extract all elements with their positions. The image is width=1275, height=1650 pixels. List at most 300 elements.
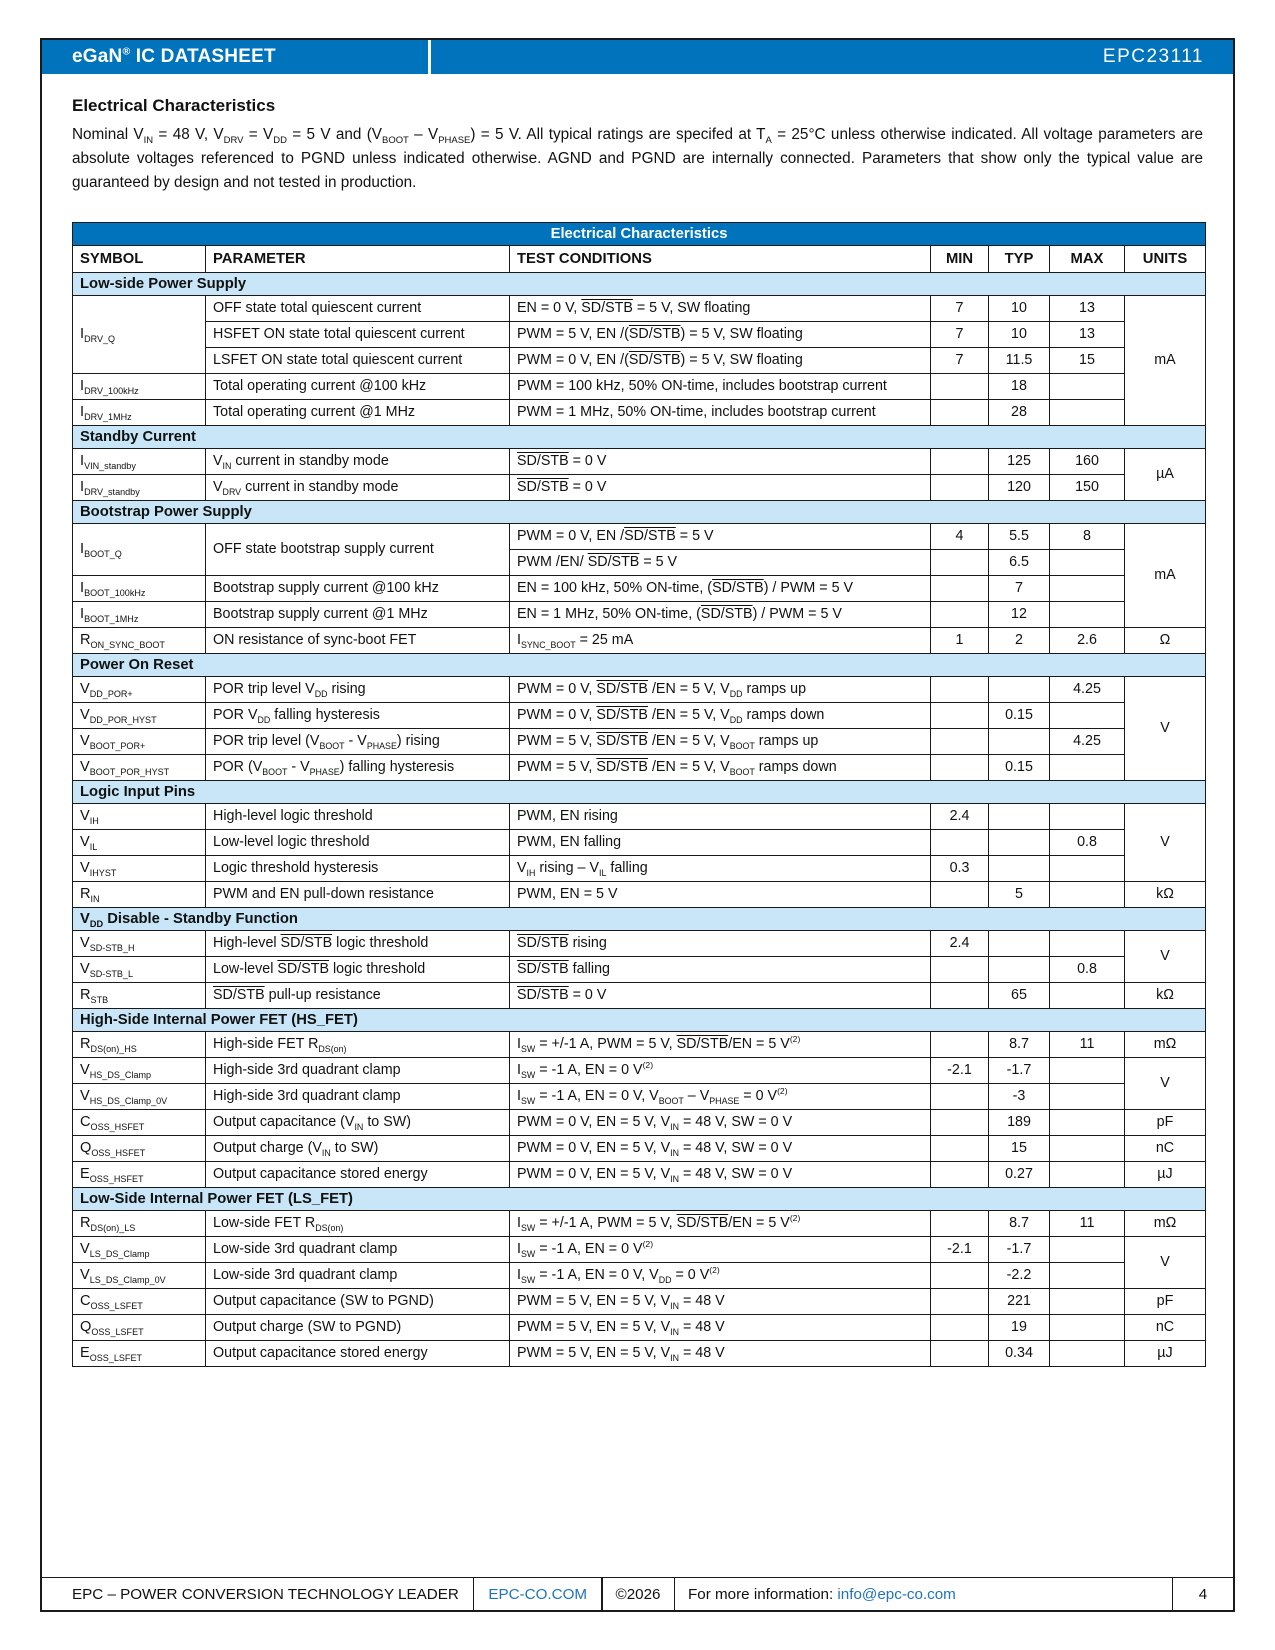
typ-cell: 5.5 [989, 523, 1050, 549]
column-header: MIN [931, 245, 989, 272]
symbol-cell: $Q_{OSS\_HSFET}$ [73, 1135, 206, 1161]
table-row [73, 881, 1206, 907]
symbol-cell: $I_{BOOT\_Q}$ [73, 523, 206, 575]
symbol-cell: $I_{DRV\_standby}$ [73, 474, 206, 500]
parameter-cell: ON resistance of sync-boot FET [206, 627, 510, 653]
min-cell: 4 [931, 523, 989, 549]
conditions-cell: PWM, EN rising [510, 803, 931, 829]
max-cell [1050, 373, 1125, 399]
units-cell: µJ [1125, 1340, 1206, 1366]
table-row [73, 295, 1206, 321]
units-cell: mA [1125, 295, 1206, 425]
units-cell: µJ [1125, 1161, 1206, 1187]
section-label: Logic Input Pins [73, 780, 1206, 803]
min-cell [931, 373, 989, 399]
conditions-cell: $I_{SW} = -1$ A, EN = 0 V, $V_{BOOT} - V_{PHASE} = 0$ $V^{(2)}$ [510, 1083, 931, 1109]
parameter-cell: Output capacitance stored energy [206, 1340, 510, 1366]
symbol-cell: $V_{IH}$ [73, 803, 206, 829]
symbol-cell: $C_{OSS\_LSFET}$ [73, 1288, 206, 1314]
symbol-cell: $R_{IN}$ [73, 881, 206, 907]
typ-cell: 189 [989, 1109, 1050, 1135]
conditions-cell: $I_{SW} = -1$ A, EN = 0 V, $V_{DD} = 0$ $V^{(2)}$ [510, 1262, 931, 1288]
parameter-cell: Low-side 3rd quadrant clamp [206, 1262, 510, 1288]
column-header: TEST CONDITIONS [510, 245, 931, 272]
max-cell [1050, 855, 1125, 881]
min-cell: 7 [931, 321, 989, 347]
column-header: MAX [1050, 245, 1125, 272]
min-cell [931, 728, 989, 754]
parameter-cell: Logic threshold hysteresis [206, 855, 510, 881]
max-cell [1050, 1262, 1125, 1288]
section-header-row [73, 780, 1206, 803]
conditions-cell: PWM, EN = 5 V [510, 881, 931, 907]
conditions-cell: SD/STB falling [510, 956, 931, 982]
typ-cell [989, 930, 1050, 956]
typ-cell: 0.15 [989, 702, 1050, 728]
conditions-cell: SD/STB = 0 V [510, 474, 931, 500]
section-label: Low-Side Internal Power FET (LS_FET) [73, 1187, 1206, 1210]
table-row [73, 399, 1206, 425]
typ-cell: -3 [989, 1083, 1050, 1109]
typ-cell [989, 855, 1050, 881]
section-label: High-Side Internal Power FET (HS_FET) [73, 1008, 1206, 1031]
page-frame [40, 38, 1235, 1612]
conditions-cell: EN = 1 MHz, 50% ON-time, (SD/STB) / PWM = 5 V [510, 601, 931, 627]
max-cell [1050, 754, 1125, 780]
min-cell [931, 575, 989, 601]
table-row [73, 347, 1206, 373]
conditions-cell: PWM = 0 V, EN = 5 V, $V_{IN} = 48$ V, SW = 0 V [510, 1109, 931, 1135]
units-cell: kΩ [1125, 982, 1206, 1008]
units-cell: pF [1125, 1109, 1206, 1135]
section-label: Low-side Power Supply [73, 272, 1206, 295]
section-label: Power On Reset [73, 653, 1206, 676]
typ-cell [989, 829, 1050, 855]
conditions-cell: $I_{SW} = +/-1$ A, PWM = 5 V, SD/STB/EN = 5 $V^{(2)}$ [510, 1031, 931, 1057]
typ-cell: -1.7 [989, 1057, 1050, 1083]
column-header: TYP [989, 245, 1050, 272]
parameter-cell: OFF state total quiescent current [206, 295, 510, 321]
typ-cell: 0.15 [989, 754, 1050, 780]
typ-cell: 8.7 [989, 1210, 1050, 1236]
table-row [73, 702, 1206, 728]
table-row [73, 803, 1206, 829]
max-cell: 160 [1050, 448, 1125, 474]
parameter-cell: Low-level SD/STB logic threshold [206, 956, 510, 982]
units-cell: pF [1125, 1288, 1206, 1314]
units-cell: V [1125, 1057, 1206, 1109]
table-title: Electrical Characteristics [73, 222, 1206, 245]
section-header-row [73, 907, 1206, 930]
min-cell: -2.1 [931, 1057, 989, 1083]
symbol-cell: $V_{BOOT\_POR+}$ [73, 728, 206, 754]
parameter-cell: $V_{IN}$ current in standby mode [206, 448, 510, 474]
table-row [73, 1210, 1206, 1236]
conditions-cell: PWM = 0 V, EN = 5 V, $V_{IN} = 48$ V, SW = 0 V [510, 1135, 931, 1161]
section-label: Bootstrap Power Supply [73, 500, 1206, 523]
table-row [73, 829, 1206, 855]
max-cell [1050, 930, 1125, 956]
typ-cell: 15 [989, 1135, 1050, 1161]
footer-info-label: For more information: [688, 1585, 838, 1603]
max-cell: 4.25 [1050, 728, 1125, 754]
conditions-cell: $I_{SW} = +/-1$ A, PWM = 5 V, SD/STB/EN = 5 $V^{(2)}$ [510, 1210, 931, 1236]
parameter-cell: High-level SD/STB logic threshold [206, 930, 510, 956]
column-header-row [73, 245, 1206, 272]
min-cell [931, 754, 989, 780]
min-cell [931, 982, 989, 1008]
typ-cell: 125 [989, 448, 1050, 474]
footer-company: EPC – POWER CONVERSION TECHNOLOGY LEADER [72, 1585, 459, 1603]
parameter-cell: Low-side 3rd quadrant clamp [206, 1236, 510, 1262]
units-cell: Ω [1125, 627, 1206, 653]
max-cell: 15 [1050, 347, 1125, 373]
max-cell [1050, 1236, 1125, 1262]
min-cell [931, 881, 989, 907]
section-label: $V_{DD}$ Disable - Standby Function [73, 907, 1206, 930]
typ-cell: 18 [989, 373, 1050, 399]
section-header-row [73, 1187, 1206, 1210]
min-cell [931, 1340, 989, 1366]
parameter-cell: SD/STB pull-up resistance [206, 982, 510, 1008]
typ-cell: 8.7 [989, 1031, 1050, 1057]
column-header: SYMBOL [73, 245, 206, 272]
table-row [73, 523, 1206, 549]
symbol-cell: $V_{HS\_DS\_Clamp\_0V}$ [73, 1083, 206, 1109]
conditions-cell: PWM = 5 V, EN = 5 V, $V_{IN} = 48$ V [510, 1314, 931, 1340]
max-cell: 4.25 [1050, 676, 1125, 702]
section-header-row [73, 1008, 1206, 1031]
symbol-cell: $E_{OSS\_HSFET}$ [73, 1161, 206, 1187]
max-cell [1050, 549, 1125, 575]
units-cell: mΩ [1125, 1031, 1206, 1057]
parameter-cell: Output capacitance stored energy [206, 1161, 510, 1187]
max-cell [1050, 1314, 1125, 1340]
max-cell [1050, 601, 1125, 627]
symbol-cell: $R_{DS(on)\_LS}$ [73, 1210, 206, 1236]
min-cell [931, 1161, 989, 1187]
conditions-cell: PWM = 5 V, EN = 5 V, $V_{IN} = 48$ V [510, 1340, 931, 1366]
header-divider [428, 40, 431, 74]
symbol-cell: $I_{BOOT\_100kHz}$ [73, 575, 206, 601]
conditions-cell: PWM = 5 V, EN = 5 V, $V_{IN} = 48$ V [510, 1288, 931, 1314]
symbol-cell: $C_{OSS\_HSFET}$ [73, 1109, 206, 1135]
page-content [42, 96, 1233, 1367]
min-cell: 2.4 [931, 930, 989, 956]
table-row [73, 448, 1206, 474]
parameter-cell: Output charge (SW to PGND) [206, 1314, 510, 1340]
min-cell: -2.1 [931, 1236, 989, 1262]
typ-cell [989, 803, 1050, 829]
table-row [73, 728, 1206, 754]
units-cell: V [1125, 930, 1206, 982]
max-cell: 0.8 [1050, 829, 1125, 855]
max-cell [1050, 1057, 1125, 1083]
section-label: Standby Current [73, 425, 1206, 448]
symbol-cell: $I_{DRV\_1MHz}$ [73, 399, 206, 425]
column-header: UNITS [1125, 245, 1206, 272]
parameter-cell: Low-side FET $R_{DS(on)}$ [206, 1210, 510, 1236]
units-cell: kΩ [1125, 881, 1206, 907]
conditions-cell: PWM = 5 V, EN /(SD/STB) = 5 V, SW floating [510, 321, 931, 347]
symbol-cell: $R_{STB}$ [73, 982, 206, 1008]
parameter-cell: OFF state bootstrap supply current [206, 523, 510, 575]
conditions-cell: PWM = 100 kHz, 50% ON-time, includes bootstrap current [510, 373, 931, 399]
typ-cell [989, 676, 1050, 702]
typ-cell [989, 728, 1050, 754]
symbol-cell: $I_{DRV\_100kHz}$ [73, 373, 206, 399]
typ-cell: 10 [989, 321, 1050, 347]
table-row [73, 1083, 1206, 1109]
typ-cell: 65 [989, 982, 1050, 1008]
typ-cell: 28 [989, 399, 1050, 425]
conditions-cell: PWM = 0 V, SD/STB /EN = 5 V, $V_{DD}$ ramps up [510, 676, 931, 702]
min-cell [931, 1109, 989, 1135]
min-cell: 7 [931, 295, 989, 321]
table-row [73, 373, 1206, 399]
typ-cell: 0.27 [989, 1161, 1050, 1187]
symbol-cell: $V_{IHYST}$ [73, 855, 206, 881]
conditions-cell: $I_{SW} = -1$ A, EN = 0 $V^{(2)}$ [510, 1057, 931, 1083]
table-row [73, 601, 1206, 627]
parameter-cell: Total operating current @1 MHz [206, 399, 510, 425]
table-row [73, 1109, 1206, 1135]
min-cell [931, 1083, 989, 1109]
page-title: Electrical Characteristics [72, 96, 276, 115]
parameter-cell: POR trip level $V_{DD}$ rising [206, 676, 510, 702]
parameter-cell: Output charge ($V_{IN}$ to SW) [206, 1135, 510, 1161]
min-cell [931, 1314, 989, 1340]
symbol-cell: $V_{IL}$ [73, 829, 206, 855]
parameter-cell: Bootstrap supply current @100 kHz [206, 575, 510, 601]
min-cell [931, 1031, 989, 1057]
typ-cell: 2 [989, 627, 1050, 653]
conditions-cell: PWM = 1 MHz, 50% ON-time, includes bootstrap current [510, 399, 931, 425]
electrical-characteristics-table [72, 222, 1206, 1367]
table-row [73, 930, 1206, 956]
min-cell [931, 676, 989, 702]
parameter-cell: PWM and EN pull-down resistance [206, 881, 510, 907]
symbol-cell: $I_{DRV\_Q}$ [73, 295, 206, 373]
conditions-cell: PWM = 5 V, SD/STB /EN = 5 V, $V_{BOOT}$ ramps up [510, 728, 931, 754]
min-cell: 2.4 [931, 803, 989, 829]
conditions-cell: $I_{SW} = -1$ A, EN = 0 $V^{(2)}$ [510, 1236, 931, 1262]
units-cell: V [1125, 803, 1206, 881]
symbol-cell: $Q_{OSS\_LSFET}$ [73, 1314, 206, 1340]
symbol-cell: $V_{HS\_DS\_Clamp}$ [73, 1057, 206, 1083]
max-cell: 11 [1050, 1031, 1125, 1057]
max-cell: 11 [1050, 1210, 1125, 1236]
parameter-cell: Output capacitance (SW to PGND) [206, 1288, 510, 1314]
footer-info [675, 1586, 956, 1603]
section-header-row [73, 500, 1206, 523]
symbol-cell: $I_{VIN\_standby}$ [73, 448, 206, 474]
table-row [73, 1031, 1206, 1057]
max-cell [1050, 1135, 1125, 1161]
parameter-cell: High-side 3rd quadrant clamp [206, 1083, 510, 1109]
min-cell: 0.3 [931, 855, 989, 881]
symbol-cell: $V_{LS\_DS\_Clamp}$ [73, 1236, 206, 1262]
parameter-cell: Bootstrap supply current @1 MHz [206, 601, 510, 627]
min-cell [931, 448, 989, 474]
min-cell [931, 474, 989, 500]
max-cell [1050, 1109, 1125, 1135]
symbol-cell: $R_{DS(on)\_HS}$ [73, 1031, 206, 1057]
symbol-cell: $I_{BOOT\_1MHz}$ [73, 601, 206, 627]
typ-cell: 120 [989, 474, 1050, 500]
page-number: 4 [1198, 1585, 1208, 1603]
parameter-cell: POR trip level $(V_{BOOT} - V_{PHASE})$ rising [206, 728, 510, 754]
typ-cell: 0.34 [989, 1340, 1050, 1366]
table-row [73, 956, 1206, 982]
min-cell [931, 399, 989, 425]
units-cell: V [1125, 1236, 1206, 1288]
max-cell [1050, 702, 1125, 728]
max-cell [1050, 982, 1125, 1008]
table-row [73, 575, 1206, 601]
part-number: EPC23111 [1102, 46, 1204, 67]
units-cell: mA [1125, 523, 1206, 627]
conditions-cell: SD/STB rising [510, 930, 931, 956]
max-cell: 150 [1050, 474, 1125, 500]
min-cell [931, 549, 989, 575]
typ-cell: 7 [989, 575, 1050, 601]
footer-copyright: ©2026 [615, 1585, 661, 1603]
conditions-cell: PWM = 5 V, SD/STB /EN = 5 V, $V_{BOOT}$ ramps down [510, 754, 931, 780]
typ-cell: 11.5 [989, 347, 1050, 373]
min-cell [931, 829, 989, 855]
max-cell [1050, 575, 1125, 601]
section-header-row [73, 425, 1206, 448]
header-bar [42, 40, 1233, 74]
footer-email-link[interactable]: info@epc-co.com [837, 1585, 956, 1603]
parameter-cell: Low-level logic threshold [206, 829, 510, 855]
typ-cell: 19 [989, 1314, 1050, 1340]
conditions-cell: EN = 0 V, SD/STB = 5 V, SW floating [510, 295, 931, 321]
max-cell [1050, 1083, 1125, 1109]
intro-paragraph: Nominal $V_{IN} = 48$ V, $V_{DRV} = V_{DD} = 5$ V and $(V_{BOOT} - V_{PHASE}) = 5$ V. All typical ratings are specifed at $T_A = 25^\circ C$ unless otherwise indicated. All voltage parameters are absolute voltages referenced to PGND unless indicated otherwise. AGND and PGND are internally connected. Parameters that show only the typical value are guaranteed by design and not tested in production. [72, 126, 1204, 191]
conditions-cell: PWM = 0 V, EN /SD/STB = 5 V [510, 523, 931, 549]
table-row [73, 1262, 1206, 1288]
conditions-cell: EN = 100 kHz, 50% ON-time, (SD/STB) / PWM = 5 V [510, 575, 931, 601]
conditions-cell: $I_{SYNC\_BOOT} = 25$ mA [510, 627, 931, 653]
min-cell [931, 1288, 989, 1314]
min-cell [931, 1262, 989, 1288]
units-cell: µA [1125, 448, 1206, 500]
conditions-cell: SD/STB = 0 V [510, 448, 931, 474]
min-cell: 1 [931, 627, 989, 653]
typ-cell: 221 [989, 1288, 1050, 1314]
parameter-cell: POR $(V_{BOOT} - V_{PHASE})$ falling hysteresis [206, 754, 510, 780]
max-cell: 0.8 [1050, 956, 1125, 982]
parameter-cell: $V_{DRV}$ current in standby mode [206, 474, 510, 500]
table-row [73, 1288, 1206, 1314]
section-header-row [73, 272, 1206, 295]
typ-cell: 10 [989, 295, 1050, 321]
table-row [73, 1161, 1206, 1187]
max-cell: 13 [1050, 295, 1125, 321]
table-row [73, 474, 1206, 500]
brand-title: eGaN® IC DATASHEET [72, 46, 276, 67]
max-cell [1050, 399, 1125, 425]
min-cell [931, 702, 989, 728]
parameter-cell: High-side FET $R_{DS(on)}$ [206, 1031, 510, 1057]
symbol-cell: $V_{DD\_POR+}$ [73, 676, 206, 702]
parameter-cell: HSFET ON state total quiescent current [206, 321, 510, 347]
min-cell [931, 956, 989, 982]
conditions-cell: PWM /EN/ SD/STB = 5 V [510, 549, 931, 575]
footer-bar [42, 1577, 1233, 1610]
column-header: PARAMETER [206, 245, 510, 272]
typ-cell [989, 956, 1050, 982]
table-row [73, 1135, 1206, 1161]
parameter-cell: High-side 3rd quadrant clamp [206, 1057, 510, 1083]
table-row [73, 1057, 1206, 1083]
table-row [73, 627, 1206, 653]
typ-cell: 5 [989, 881, 1050, 907]
max-cell: 13 [1050, 321, 1125, 347]
conditions-cell: PWM, EN falling [510, 829, 931, 855]
min-cell [931, 1135, 989, 1161]
table-row [73, 1236, 1206, 1262]
max-cell [1050, 1161, 1125, 1187]
parameter-cell: Total operating current @100 kHz [206, 373, 510, 399]
table-row [73, 676, 1206, 702]
parameter-cell: LSFET ON state total quiescent current [206, 347, 510, 373]
parameter-cell: POR $V_{DD}$ falling hysteresis [206, 702, 510, 728]
max-cell [1050, 1288, 1125, 1314]
min-cell [931, 1210, 989, 1236]
symbol-cell: $V_{SD-STB\_L}$ [73, 956, 206, 982]
table-body [73, 222, 1206, 1366]
max-cell [1050, 1340, 1125, 1366]
parameter-cell: High-level logic threshold [206, 803, 510, 829]
table-title-row [73, 222, 1206, 245]
typ-cell: 12 [989, 601, 1050, 627]
typ-cell: 6.5 [989, 549, 1050, 575]
typ-cell: -1.7 [989, 1236, 1050, 1262]
min-cell: 7 [931, 347, 989, 373]
symbol-cell: $V_{LS\_DS\_Clamp\_0V}$ [73, 1262, 206, 1288]
conditions-cell: PWM = 0 V, EN = 5 V, $V_{IN} = 48$ V, SW = 0 V [510, 1161, 931, 1187]
symbol-cell: $V_{SD-STB\_H}$ [73, 930, 206, 956]
symbol-cell: $E_{OSS\_LSFET}$ [73, 1340, 206, 1366]
min-cell [931, 601, 989, 627]
units-cell: nC [1125, 1314, 1206, 1340]
units-cell: nC [1125, 1135, 1206, 1161]
symbol-cell: $R_{ON\_SYNC\_BOOT}$ [73, 627, 206, 653]
table-row [73, 321, 1206, 347]
table-row [73, 982, 1206, 1008]
max-cell: 8 [1050, 523, 1125, 549]
units-cell: mΩ [1125, 1210, 1206, 1236]
conditions-cell: PWM = 0 V, EN /(SD/STB) = 5 V, SW floating [510, 347, 931, 373]
conditions-cell: SD/STB = 0 V [510, 982, 931, 1008]
table-row [73, 754, 1206, 780]
max-cell [1050, 803, 1125, 829]
conditions-cell: PWM = 0 V, SD/STB /EN = 5 V, $V_{DD}$ ramps down [510, 702, 931, 728]
max-cell [1050, 881, 1125, 907]
symbol-cell: $V_{BOOT\_POR\_HYST}$ [73, 754, 206, 780]
footer-website-link[interactable]: EPC-CO.COM [488, 1585, 588, 1603]
typ-cell: -2.2 [989, 1262, 1050, 1288]
symbol-cell: $V_{DD\_POR\_HYST}$ [73, 702, 206, 728]
table-row [73, 1340, 1206, 1366]
section-header-row [73, 653, 1206, 676]
table-row [73, 855, 1206, 881]
parameter-cell: Output capacitance ($V_{IN}$ to SW) [206, 1109, 510, 1135]
table-row [73, 1314, 1206, 1340]
